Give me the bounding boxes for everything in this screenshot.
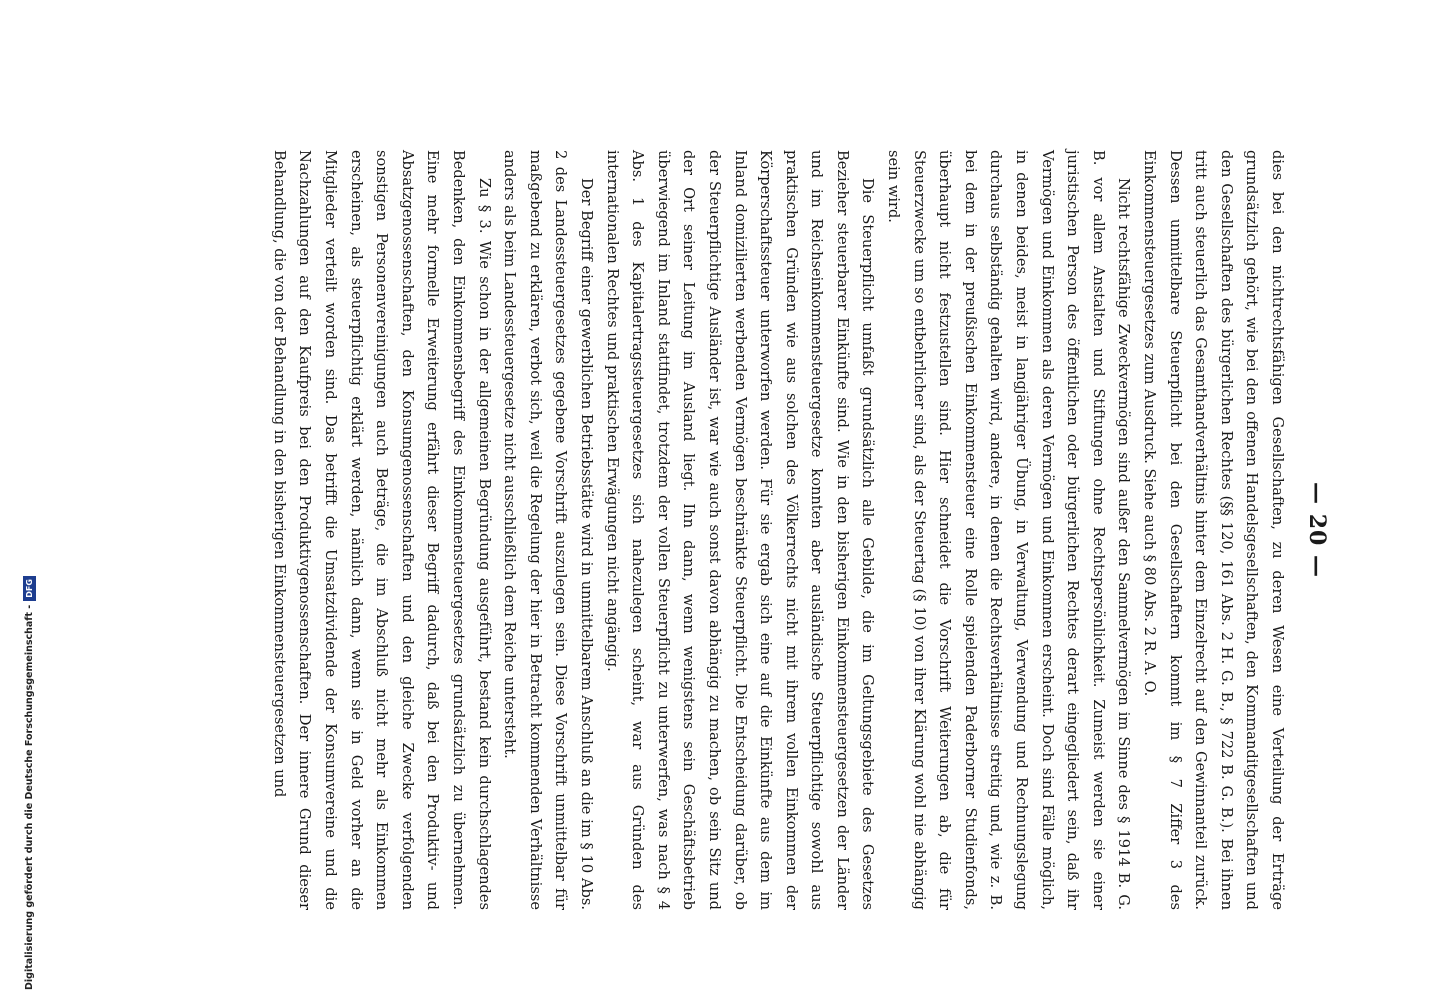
rotated-page-content (140, 150, 1340, 910)
body-text (266, 150, 1290, 910)
paragraph-2: Nicht rechtsfähige Zweckvermögen sind außer den Sammelvermögen im Sinne des § 1914 B. G. B. vor allem Anstalten und Stiftungen ohne Rechtspersönlichkeit. Zumeist werden sie einer juristischen Person des öffentlichen oder bürgerlichen Rechtes derart eingegliedert sein, daß ihr Vermögen und Einkommen als deren Vermögen und Einkommen erscheint. Doch sind Fälle möglich, in denen beides, meist in langjähriger Übung, in Verwaltung, Verwendung und Rechnungslegung durchaus selbständig gehalten wird, andere, in denen die Rechtsverhältnisse streitig und, wie z. B. bei dem in der preußischen Einkommensteuer eine Rolle spielenden Paderborner Studienfonds, überhaupt nicht festzustellen sind. Hier schneidet die Vorschrift Weiterungen ab, die für Steuerzwecke um so entbehrlicher sind, als der Steuertag (§ 10) von ihrer Klärung wohl nie abhängig sein wird. (885, 150, 1133, 910)
dfg-logo-icon: DFG (23, 576, 36, 601)
credit-text: Digitalisierung gefördert durch die Deutsche Forschungsgemeinschaft - (23, 604, 35, 990)
paragraph-4: Der Begriff einer gewerblichen Betriebsstätte wird in unmittelbarem Anschluß an die im § 10 Abs. 2 des Landessteuergesetzes gegebene Vorschrift auszulegen sein. Diese Vorschrift unmittelbar für maßgebend zu erklären, verbot sich, weil die Regelung der hier in Betracht kommenden Verhältnisse anders als beim Landessteuergesetze nicht ausschließlich dem Reiche untersteht. (501, 150, 595, 910)
paragraph-1: dies bei den nichtrechtsfähigen Gesellschaften, zu deren Wesen eine Verteilung der Erträge grundsätzlich gehört, wie bei den offenen Handelsgesellschaften, den Kommanditgesellschaften und den Gesellschaften des bürgerlichen Rechtes (§§ 120, 161 Abs. 2 H. G. B., § 722 B. G. B.). Bei ihnen tritt auch steuerlich das Gesamthandverhältnis hinter dem Einzelrecht auf den Gewinnanteil zurück. Dessen unmittelbare Steuerpflicht bei den Gesellschaftern kommt im § 7 Ziffer 3 des Einkommensteuergesetzes zum Ausdruck. Siehe auch § 80 Abs. 2 R. A. O. (1141, 150, 1286, 910)
digitization-credit (22, 579, 36, 990)
paragraph-5: Zu § 3. Wie schon in der allgemeinen Begründung ausgeführt, bestand kein durchschlagendes Bedenken, den Einkommensbegriff des Einkommensteuergesetzes grundsätzlich zu übernehmen. Eine mehr formelle Erweiterung erfährt dieser Begriff dadurch, daß bei den Produktiv- und Absatzgenossenschaften, den Konsumgenossenschaften und den gleiche Zwecke verfolgenden sonstigen Personenvereinigungen auch Beträge, die im Abschluß nicht mehr als Einkommen erscheinen, als steuerpflichtig erklärt werden, nämlich dann, wenn sie in Geld vorher an die Mitglieder verteilt worden sind. Das betrifft die Umsatzdividende der Konsumvereine und die Nachzahlungen auf den Kaufpreis bei den Produktivgenossenschaften. Der innere Grund dieser Behandlung, die von der Behandlung in den bisherigen Einkommensteuergesetzen und (270, 150, 493, 910)
page-number: — 20 — (1304, 482, 1330, 578)
paragraph-3: Die Steuerpflicht umfaßt grundsätzlich alle Gebilde, die im Geltungsgebiete des Gesetzes Bezieher steuerbarer Einkünfte sind. Wie in den bisherigen Einkommensteuergesetzen der Länder und im Reichseinkommensteuergesetze konnten aber ausländische Steuerpflichtige sowohl aus praktischen Gründen wie aus solchen des Völkerrechts nicht mit ihrem vollen Einkommen der Körperschaftssteuer unterworfen werden. Für sie ergab sich eine auf die Einkünfte aus dem im Inland domizilierten werbenden Vermögen beschränkte Steuerpflicht. Die Entscheidung darüber, ob der Steuerpflichtige Ausländer ist, war wie auch sonst davon abhängig zu machen, ob sein Sitz und der Ort seiner Leitung im Ausland liegt. Ihn dann, wenn wenigstens sein Geschäftsbetrieb überwiegend im Inland stattfindet, trotzdem der vollen Steuerpflicht zu unterwerfen, was nach § 4 Abs. 1 des Kapitalertragssteuergesetzes sich nahezulegen scheint, war aus Gründen des internationalen Rechtes und praktischen Erwägungen nicht angängig. (603, 150, 877, 910)
